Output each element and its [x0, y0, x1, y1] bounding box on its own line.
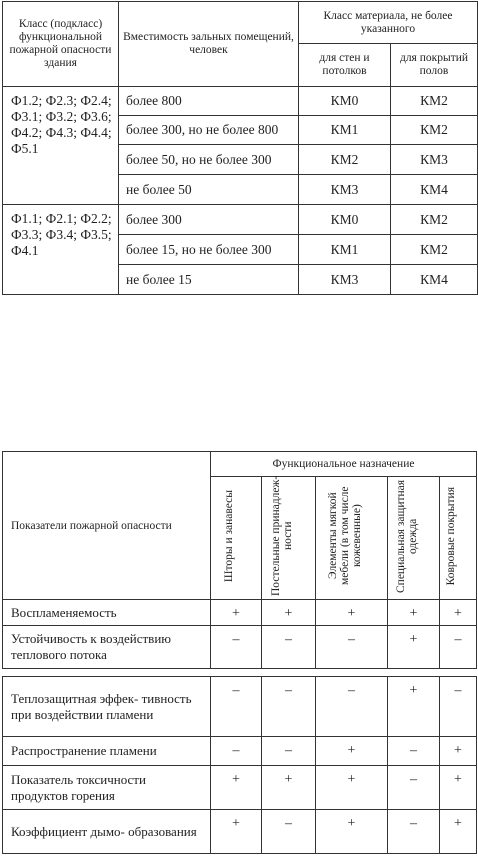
table-row — [3, 766, 477, 810]
class-group-2: Ф1.1; Ф2.1; Ф2.2; Ф3.3; Ф3.4; Ф3.5; Ф4.1 — [3, 205, 119, 295]
floors-cell: КМ2 — [391, 87, 478, 116]
mark-cell: + — [440, 737, 477, 766]
mark-cell: + — [316, 810, 388, 854]
capacity-cell: более 300, но не более 800 — [119, 116, 299, 145]
fire-hazard-indicators-table — [2, 451, 477, 854]
walls-cell: КМ1 — [299, 116, 391, 145]
capacity-cell: не более 50 — [119, 175, 299, 205]
indicators-header: Показатели пожарной опасности — [3, 452, 211, 600]
column-header: Ковровые покрытия — [440, 477, 477, 600]
floors-cell: КМ2 — [391, 116, 478, 145]
indicator-label: Теплозащитная эффек- тивность при воздействии пламени — [3, 677, 211, 737]
mark-cell: + — [388, 600, 440, 626]
mark-cell: + — [440, 810, 477, 854]
mark-cell: – — [440, 626, 477, 669]
capacity-cell: не более 15 — [119, 265, 299, 295]
mark-cell: + — [262, 766, 316, 810]
table-row — [3, 87, 478, 116]
header-material: Класс материала, не более указанного — [299, 2, 478, 44]
mark-cell: – — [440, 677, 477, 737]
walls-cell: КМ2 — [299, 145, 391, 175]
walls-cell: КМ0 — [299, 205, 391, 235]
walls-cell: КМ3 — [299, 265, 391, 295]
floors-cell: КМ2 — [391, 235, 478, 265]
mark-cell: – — [262, 737, 316, 766]
table-row — [3, 677, 477, 737]
table-row — [3, 737, 477, 766]
mark-cell: – — [211, 677, 262, 737]
header-capacity: Вместимость зальных помещений, человек — [119, 2, 299, 87]
mark-cell: + — [316, 600, 388, 626]
mark-cell: – — [388, 737, 440, 766]
floors-cell: КМ4 — [391, 265, 478, 295]
column-header: Постельные принадлеж- ности — [262, 477, 316, 600]
indicator-label: Воспламеняемость — [3, 600, 211, 626]
function-header: Функциональное назначение — [211, 452, 477, 477]
capacity-cell: более 15, но не более 300 — [119, 235, 299, 265]
floors-cell: КМ3 — [391, 145, 478, 175]
mark-cell: – — [211, 737, 262, 766]
mark-cell: + — [388, 626, 440, 669]
mark-cell: + — [316, 737, 388, 766]
mark-cell: + — [316, 766, 388, 810]
table-row — [3, 626, 477, 669]
mark-cell: – — [316, 626, 388, 669]
mark-cell: – — [262, 677, 316, 737]
floors-cell: КМ2 — [391, 205, 478, 235]
mark-cell: + — [388, 677, 440, 737]
indicator-label: Показатель токсичности продуктов горения — [3, 766, 211, 810]
column-header: Шторы и занавесы — [211, 477, 262, 600]
header-class: Класс (подкласс) функциональной пожарной опасности здания — [3, 2, 119, 87]
walls-cell: КМ1 — [299, 235, 391, 265]
mark-cell: – — [262, 626, 316, 669]
indicator-label: Устойчивость к воздействию теплового потока — [3, 626, 211, 669]
mark-cell: – — [388, 766, 440, 810]
table-row — [3, 205, 478, 235]
mark-cell: + — [262, 600, 316, 626]
indicator-label: Коэффициент дымо- образования — [3, 810, 211, 854]
mark-cell: – — [262, 810, 316, 854]
capacity-cell: более 50, но не более 300 — [119, 145, 299, 175]
table-row — [3, 600, 477, 626]
mark-cell: + — [211, 810, 262, 854]
capacity-cell: более 300 — [119, 205, 299, 235]
walls-cell: КМ0 — [299, 87, 391, 116]
mark-cell: + — [440, 766, 477, 810]
column-header: Специальная защитная одежда — [388, 477, 440, 600]
mark-cell: + — [211, 600, 262, 626]
header-floors: для покрытий полов — [391, 44, 478, 87]
walls-cell: КМ3 — [299, 175, 391, 205]
mark-cell: – — [388, 810, 440, 854]
floors-cell: КМ4 — [391, 175, 478, 205]
capacity-cell: более 800 — [119, 87, 299, 116]
mark-cell: – — [211, 626, 262, 669]
mark-cell: – — [316, 677, 388, 737]
table-gap — [3, 669, 477, 677]
mark-cell: + — [440, 600, 477, 626]
mark-cell: + — [211, 766, 262, 810]
table-row — [3, 810, 477, 854]
indicator-label: Распространение пламени — [3, 737, 211, 766]
class-group-1: Ф1.2; Ф2.3; Ф2.4; Ф3.1; Ф3.2; Ф3.6; Ф4.2; Ф4.3; Ф4.4; Ф5.1 — [3, 87, 119, 205]
materials-class-table — [2, 1, 478, 295]
column-header: Элементы мягкой мебели (в том числе кожевенные) — [316, 477, 388, 600]
header-walls: для стен и потолков — [299, 44, 391, 87]
